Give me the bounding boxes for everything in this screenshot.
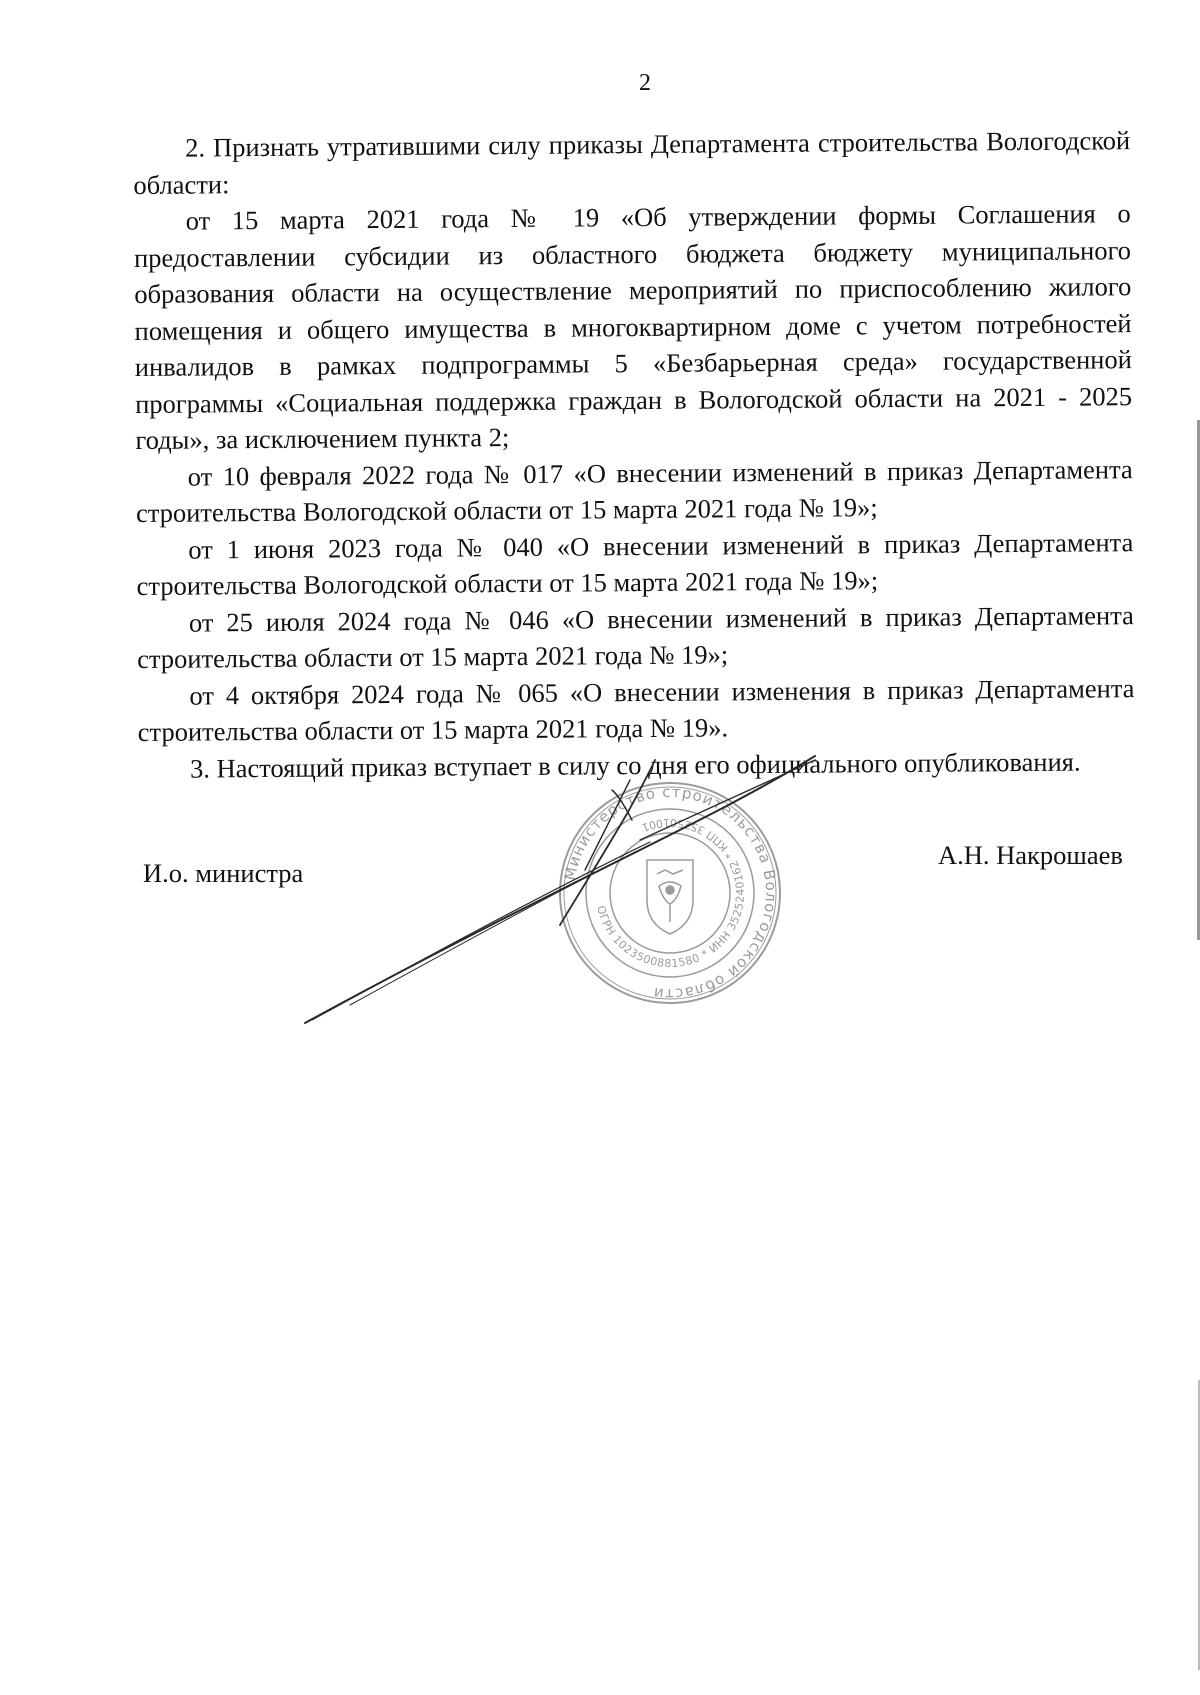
document-body xyxy=(133,122,1135,787)
paragraph-order-2024-065: от 4 октября 2024 года № 065 «О внесении изменения в приказ Департамента строительства области от 15 марта 2021 года № 19». xyxy=(137,672,1135,747)
seal-inner-text: ОГРН 1023500881580 * ИНН 3525240162 * КПП 352501001 xyxy=(594,815,748,971)
paragraph-item-3: 3. Настоящий приказ вступает в силу со дня его официального опубликования. xyxy=(189,746,1081,784)
signatory-name: А.Н. Накрошаев xyxy=(938,840,1123,870)
svg-text:ОГРН 1023500881580 * ИНН 35252 xyxy=(594,816,747,970)
paragraph-order-2024-046: от 25 июля 2024 года № 046 «О внесении изменений в приказ Департамента строительства области от 15 марта 2021 года № 19»; xyxy=(137,599,1134,674)
paragraph-order-2022-017: от 10 февраля 2022 года № 017 «О внесении изменений в приказ Департамента строительства Вологодской области от 15 марта 2021 года № 19»; xyxy=(135,453,1133,528)
official-seal xyxy=(555,778,785,1008)
coat-of-arms-icon xyxy=(647,860,693,934)
paragraph-item-2: 2. Признать утратившими силу приказы Департамента строительства Вологодской области: xyxy=(133,125,1131,200)
paragraph-order-2023-040: от 1 июня 2023 года № 040 «О внесении изменений в приказ Департамента строительства Вологодской области от 15 марта 2021 года № 19»; xyxy=(136,526,1134,601)
signatory-role: И.о. министра xyxy=(143,858,304,888)
page-number: 2 xyxy=(639,70,651,96)
svg-text:Министерство строительства Вол xyxy=(561,783,780,1003)
paragraph-order-2021-19: от 15 марта 2021 года № 19 «Об утверждении формы Соглашения о предоставлении субсидии из областного бюджета бюджету муниципального образования области на осуществление мероприятий по приспособлению жилого помещения и общего имущества в многоквартирном доме с учетом потребностей инвалидов в рамках подпрограммы 5 «Безбарьерная среда» государственной программы «Социальная поддержка граждан в Вологодской области на 2021 - 2025 годы», за исключением пункта 2; xyxy=(133,198,1133,455)
seal-outer-text: Министерство строительства Вологодской области xyxy=(560,782,781,1004)
